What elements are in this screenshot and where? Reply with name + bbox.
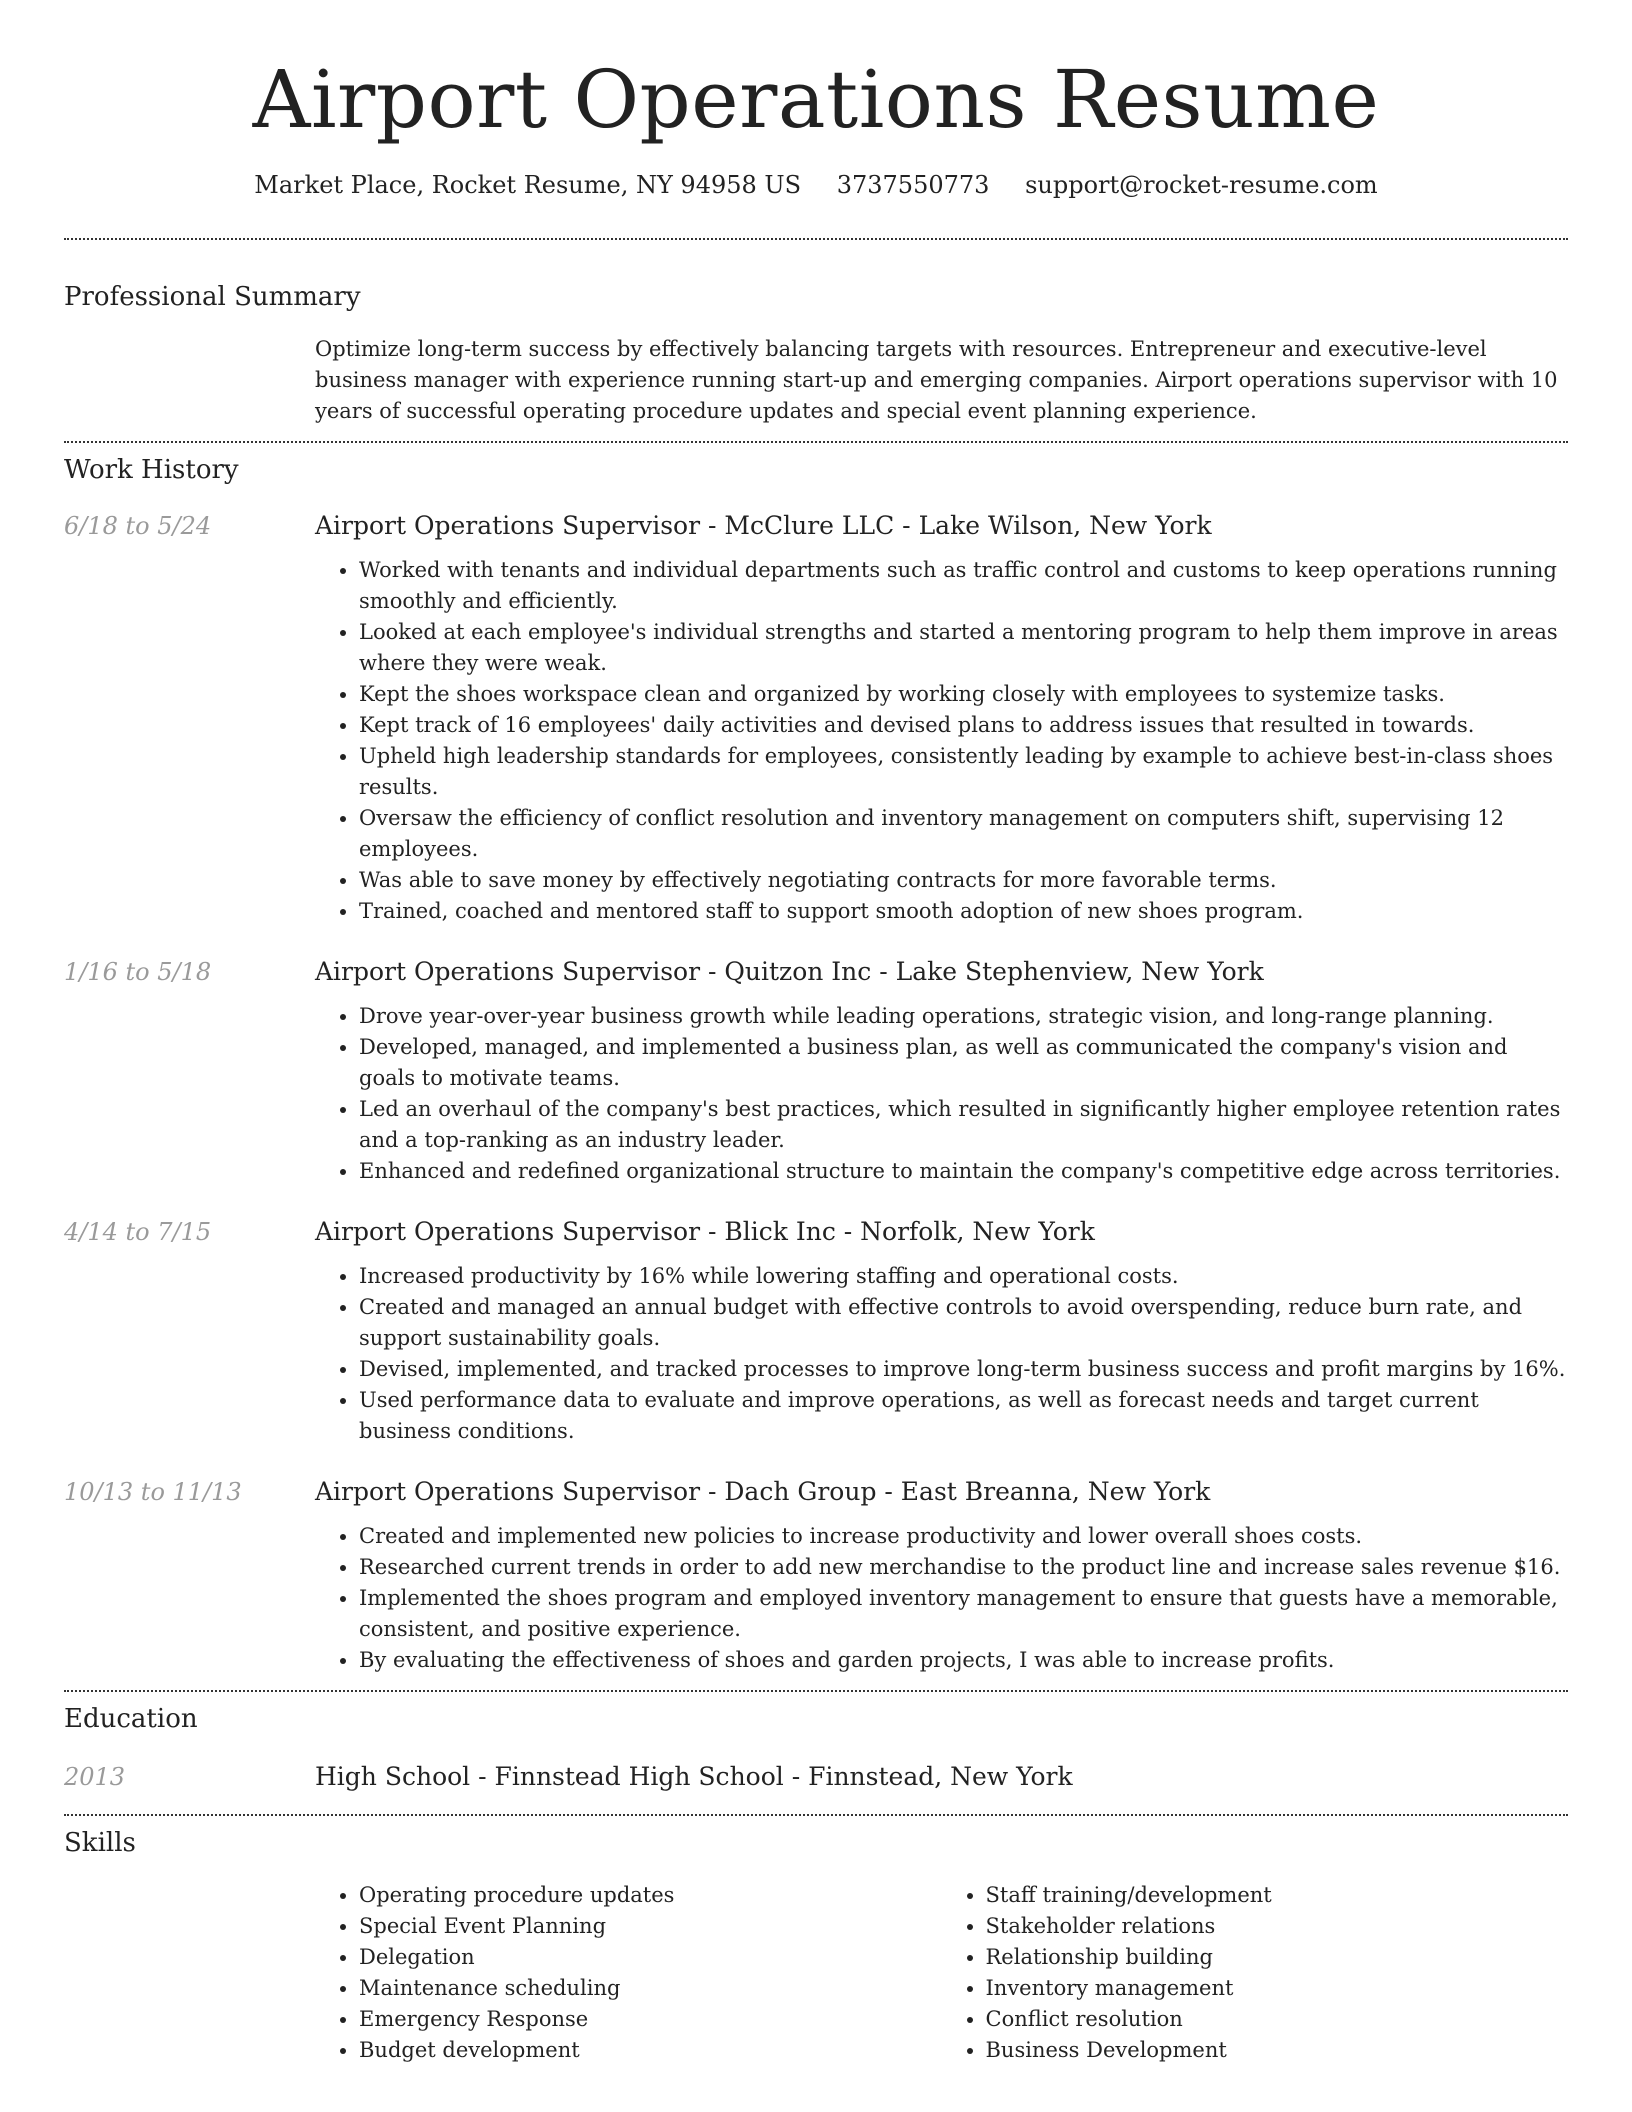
skills-column-right	[942, 1880, 1569, 2066]
list-item: • Developed, managed, and implemented a business plan, as well as communicated the company's vision and goals to motivate teams.	[359, 1032, 1568, 1094]
list-item: • Implemented the shoes program and employed inventory management to ensure that guests have a memorable, consistent, and positive experience.	[359, 1583, 1568, 1645]
list-item: • Kept track of 16 employees' daily activities and devised plans to address issues that resulted in towards.	[359, 710, 1568, 741]
divider	[64, 1690, 1568, 1692]
contact-email: support@rocket-resume.com	[1025, 171, 1378, 199]
skill-item: • Budget development	[359, 2035, 942, 2066]
skills-list	[315, 1880, 1568, 2066]
work-entry	[64, 509, 1568, 927]
education-entry-dates: 2013	[64, 1763, 126, 1791]
resume-title: Airport Operations Resume	[252, 53, 1380, 146]
education-entry-heading: High School - Finnstead High School - Finnstead, New York	[315, 1762, 1073, 1791]
divider	[64, 441, 1568, 443]
work-entry-body	[315, 1475, 1568, 1676]
work-entry-body	[315, 509, 1568, 927]
list-item: • Looked at each employee's individual strengths and started a mentoring program to help them improve in areas where they were weak.	[359, 617, 1568, 679]
divider	[64, 1814, 1568, 1816]
skill-item: • Conflict resolution	[986, 2004, 1569, 2035]
work-entry-bullets	[315, 1261, 1568, 1447]
work-entry-heading: Airport Operations Supervisor - Dach Group - East Breanna, New York	[315, 1477, 1211, 1506]
section-title-education: Education	[64, 1704, 198, 1734]
list-item: • Created and managed an annual budget with effective controls to avoid overspending, reduce burn rate, and support sustainability goals.	[359, 1292, 1568, 1354]
work-entry-bullets	[315, 555, 1568, 927]
work-entry	[64, 1475, 1568, 1676]
contact-address: Market Place, Rocket Resume, NY 94958 US	[254, 171, 802, 199]
list-item: • Oversaw the efficiency of conflict resolution and inventory management on computers shift, supervising 12 employees.	[359, 803, 1568, 865]
list-item: • Kept the shoes workspace clean and organized by working closely with employees to systemize tasks.	[359, 679, 1568, 710]
list-item: • Trained, coached and mentored staff to support smooth adoption of new shoes program.	[359, 896, 1568, 927]
section-title-summary: Professional Summary	[64, 282, 361, 312]
work-entry-dates: 1/16 to 5/18	[64, 958, 212, 986]
list-item: • Increased productivity by 16% while lowering staffing and operational costs.	[359, 1261, 1568, 1292]
education-entry	[64, 1760, 1568, 1794]
skill-item: • Staff training/development	[986, 1880, 1569, 1911]
work-entry-body	[315, 955, 1568, 1187]
work-entry	[64, 955, 1568, 1187]
skill-item: • Maintenance scheduling	[359, 1973, 942, 2004]
list-item: • Worked with tenants and individual departments such as traffic control and customs to keep operations running smoothly and efficiently.	[359, 555, 1568, 617]
section-title-work-history: Work History	[64, 455, 239, 485]
list-item: • Was able to save money by effectively negotiating contracts for more favorable terms.	[359, 865, 1568, 896]
work-entry-bullets	[315, 1521, 1568, 1676]
list-item: • Created and implemented new policies to increase productivity and lower overall shoes costs.	[359, 1521, 1568, 1552]
skill-item: • Operating procedure updates	[359, 1880, 942, 1911]
work-entry-dates: 4/14 to 7/15	[64, 1218, 212, 1246]
list-item: • Devised, implemented, and tracked processes to improve long-term business success and profit margins by 16%.	[359, 1354, 1568, 1385]
work-entry-bullets	[315, 1001, 1568, 1187]
skill-item: • Special Event Planning	[359, 1911, 942, 1942]
skill-item: • Emergency Response	[359, 2004, 942, 2035]
section-title-skills: Skills	[64, 1828, 136, 1858]
skill-item: • Inventory management	[986, 1973, 1569, 2004]
skills-column-left	[315, 1880, 942, 2066]
contact-line	[64, 168, 1568, 202]
skill-item: • Relationship building	[986, 1942, 1569, 1973]
list-item: • Researched current trends in order to add new merchandise to the product line and increase sales revenue $16.	[359, 1552, 1568, 1583]
work-entry	[64, 1215, 1568, 1447]
list-item: • Used performance data to evaluate and improve operations, as well as forecast needs and target current business conditions.	[359, 1385, 1568, 1447]
work-entry-dates: 10/13 to 11/13	[64, 1478, 242, 1506]
list-item: • By evaluating the effectiveness of shoes and garden projects, I was able to increase profits.	[359, 1645, 1568, 1676]
summary-text: Optimize long-term success by effectively balancing targets with resources. Entrepreneur and executive-level business manager with experience running start-up and emerging companies. Airport operations supervisor with 10 years of successful operating procedure updates and special event planning experience.	[315, 337, 1558, 423]
list-item: • Led an overhaul of the company's best practices, which resulted in significantly higher employee retention rates and a top-ranking as an industry leader.	[359, 1094, 1568, 1156]
divider	[64, 238, 1568, 240]
contact-phone: 3737550773	[836, 171, 990, 199]
list-item: • Drove year-over-year business growth while leading operations, strategic vision, and long-range planning.	[359, 1001, 1568, 1032]
work-entry-heading: Airport Operations Supervisor - McClure LLC - Lake Wilson, New York	[315, 511, 1212, 540]
work-entry-body	[315, 1215, 1568, 1447]
skill-item: • Delegation	[359, 1942, 942, 1973]
skill-item: • Stakeholder relations	[986, 1911, 1569, 1942]
skill-item: • Business Development	[986, 2035, 1569, 2066]
work-entry-heading: Airport Operations Supervisor - Quitzon Inc - Lake Stephenview, New York	[315, 957, 1264, 986]
list-item: • Enhanced and redefined organizational structure to maintain the company's competitive edge across territories.	[359, 1156, 1568, 1187]
work-entry-heading: Airport Operations Supervisor - Blick Inc - Norfolk, New York	[315, 1217, 1095, 1246]
education-entry-body	[315, 1760, 1568, 1794]
list-item: • Upheld high leadership standards for employees, consistently leading by example to achieve best-in-class shoes results.	[359, 741, 1568, 803]
work-entry-dates: 6/18 to 5/24	[64, 512, 212, 540]
